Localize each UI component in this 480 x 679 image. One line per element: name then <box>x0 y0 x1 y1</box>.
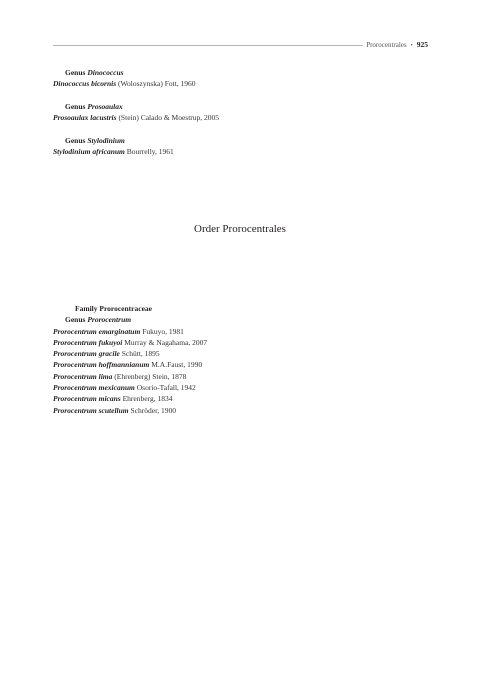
species-entry <box>53 326 207 337</box>
species-name: Prorocentrum mexicanum <box>53 383 135 393</box>
genus-heading <box>53 67 196 78</box>
species-entry <box>53 78 196 89</box>
species-author: Bourrelly, 1961 <box>126 147 174 157</box>
species-author: (Stein) Calado & Moestrup, 2005 <box>118 113 220 123</box>
genus-label: Genus <box>65 102 86 111</box>
species-name: Stylodinium africanum <box>53 147 125 157</box>
species-author: Fukuyo, 1981 <box>142 326 184 336</box>
family-block-prorocentraceae <box>53 303 207 416</box>
genus-label: Genus <box>65 68 86 77</box>
running-header <box>366 40 428 51</box>
genus-block-stylodinium <box>53 135 174 158</box>
genus-heading <box>53 314 207 325</box>
species-entry <box>53 382 207 393</box>
species-entry <box>53 405 207 416</box>
species-entry <box>53 348 207 359</box>
family-heading: Family Prorocentraceae <box>75 304 152 313</box>
header-rule <box>53 45 363 46</box>
species-entry <box>53 393 207 404</box>
species-name: Prorocentrum hoffmannianum <box>53 360 150 370</box>
species-name: Prorocentrum lima <box>53 371 113 381</box>
genus-name: Prorocentrum <box>87 315 132 325</box>
genus-heading <box>53 101 219 112</box>
order-title: Order Prorocentrales <box>194 223 286 235</box>
species-author: (Ehrenberg) Stein, 1878 <box>114 371 187 381</box>
species-entry <box>53 337 207 348</box>
species-author: Schütt, 1895 <box>121 349 160 359</box>
species-author: Osorio-Tafall, 1942 <box>136 383 196 393</box>
species-author: Ehrenberg, 1834 <box>122 394 173 404</box>
genus-name: Prosoaulax <box>87 102 123 111</box>
genus-block-dinococcus <box>53 67 196 90</box>
species-author: Schröder, 1900 <box>130 405 177 415</box>
genus-block-prosoaulax <box>53 101 219 124</box>
species-name: Prorocentrum emarginatum <box>53 326 141 336</box>
species-name: Prorocentrum micans <box>53 394 121 404</box>
species-name: Prosoaulax lacustris <box>53 113 117 123</box>
species-name: Dinococcus bicornis <box>53 79 117 89</box>
species-name: Prorocentrum scutellum <box>53 405 129 415</box>
species-author: Murray & Nagahama, 2007 <box>124 337 208 347</box>
species-author: (Woloszynska) Fott, 1960 <box>118 79 196 89</box>
species-entry <box>53 359 207 370</box>
species-name: Prorocentrum gracile <box>53 349 120 359</box>
species-entry <box>53 371 207 382</box>
genus-name: Dinococcus <box>87 68 124 77</box>
page-number: 925 <box>416 40 428 49</box>
species-author: M.A.Faust, 1990 <box>151 360 203 370</box>
running-title: Prorocentrales <box>366 41 407 49</box>
header-separator: • <box>410 43 413 49</box>
genus-heading <box>53 135 174 146</box>
species-entry <box>53 112 219 123</box>
species-entry <box>53 146 174 157</box>
genus-name: Stylodinium <box>87 136 125 145</box>
genus-label: Genus <box>65 315 86 325</box>
species-name: Prorocentrum fukuyoi <box>53 337 123 347</box>
genus-label: Genus <box>65 136 86 145</box>
